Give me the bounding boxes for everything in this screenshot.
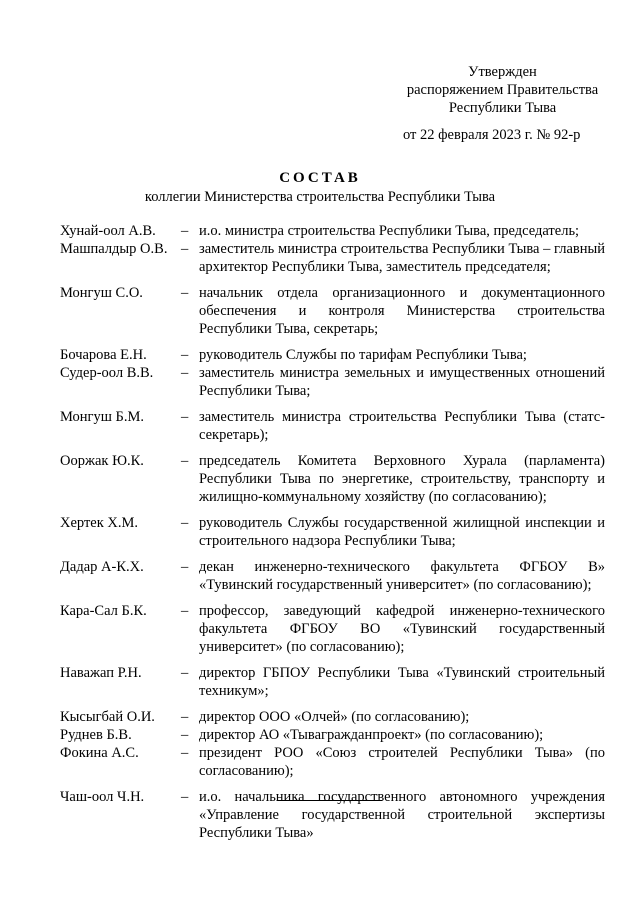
- approval-block: [400, 63, 605, 117]
- member-row: [60, 514, 605, 550]
- member-row: [60, 364, 605, 400]
- member-role: и.о. министра строительства Республики Тыва, председатель;: [199, 223, 580, 239]
- member-role: заместитель министра строительства Республики Тыва – главный архитектор Республики Тыва, заместитель председателя;: [199, 241, 605, 275]
- member-name: Монгуш Б.М.: [60, 409, 144, 425]
- member-name: Кара-Сал Б.К.: [60, 603, 147, 619]
- member-row: [60, 452, 605, 506]
- member-name: Бочарова Е.Н.: [60, 347, 147, 363]
- member-row: [60, 284, 605, 338]
- document-title: СОСТАВ: [279, 170, 361, 186]
- member-role: председатель Комитета Верховного Хурала (парламента) Республики Тыва по энергетике, строительству, транспорту и жилищно-коммунальному хозяйству (по согласованию);: [199, 453, 605, 505]
- member-role: руководитель Службы государственной жилищной инспекции и строительного надзора Республики Тыва;: [199, 515, 605, 549]
- member-name: Руднев Б.В.: [60, 727, 132, 743]
- member-role: заместитель министра строительства Республики Тыва (статс-секретарь);: [199, 409, 605, 443]
- member-row: [60, 558, 605, 594]
- member-dash: –: [181, 789, 189, 805]
- member-role: профессор, заведующий кафедрой инженерно-технического факультета ФГБОУ ВО «Тувинский государственный университет» (по согласованию);: [199, 603, 605, 655]
- member-role: начальник отдела организационного и документационного обеспечения и контроля Министерства строительства Республики Тыва, секретарь;: [199, 285, 605, 337]
- document-subtitle: коллегии Министерства строительства Республики Тыва: [144, 189, 496, 205]
- member-dash: –: [181, 559, 189, 575]
- member-dash: –: [181, 223, 189, 239]
- member-role: руководитель Службы по тарифам Республики Тыва;: [199, 347, 527, 363]
- members-list: [60, 222, 605, 842]
- member-row: [60, 240, 605, 276]
- member-dash: –: [181, 709, 189, 725]
- member-dash: –: [181, 745, 189, 761]
- member-dash: –: [181, 241, 189, 257]
- member-row: [60, 602, 605, 656]
- member-row: [60, 726, 605, 744]
- member-dash: –: [181, 347, 189, 363]
- member-name: Судер-оол В.В.: [60, 365, 154, 381]
- approval-line-approved: Утвержден: [468, 64, 537, 80]
- member-name: Хунай-оол А.В.: [60, 223, 156, 239]
- member-row: [60, 664, 605, 700]
- member-name: Чаш-оол Ч.Н.: [60, 789, 145, 805]
- member-role: декан инженерно-технического факультета ФГБОУ В» «Тувинский государственный университет» (по согласованию);: [199, 559, 605, 593]
- member-name: Фокина А.С.: [60, 745, 139, 761]
- member-role: президент РОО «Союз строителей Республики Тыва» (по согласованию);: [199, 745, 605, 779]
- member-role: и.о. начальника государственного автономного учреждения «Управление государственной строительной экспертизы Республики Тыва»: [199, 789, 605, 841]
- member-name: Дадар А-К.Х.: [60, 559, 144, 575]
- member-dash: –: [181, 409, 189, 425]
- member-dash: –: [181, 727, 189, 743]
- member-name: Машпалдыр О.В.: [60, 241, 168, 257]
- member-row: [60, 708, 605, 726]
- member-name: Монгуш С.О.: [60, 285, 143, 301]
- member-dash: –: [181, 453, 189, 469]
- member-dash: –: [181, 665, 189, 681]
- member-row: [60, 222, 605, 240]
- member-name: Ооржак Ю.К.: [60, 453, 144, 469]
- member-row: [60, 346, 605, 364]
- approval-line-republic: Республики Тыва: [448, 100, 557, 116]
- footer-divider: [278, 800, 382, 801]
- approval-line-order: распоряжением Правительства: [406, 82, 599, 98]
- member-row: [60, 788, 605, 842]
- member-row: [60, 408, 605, 444]
- member-dash: –: [181, 515, 189, 531]
- member-name: Хертек Х.М.: [60, 515, 139, 531]
- member-role: директор ГБПОУ Республики Тыва «Тувинский строительный техникум»;: [199, 665, 605, 699]
- member-name: Кысыгбай О.И.: [60, 709, 155, 725]
- member-name: Наважап Р.Н.: [60, 665, 142, 681]
- approval-date: от 22 февраля 2023 г. № 92-р: [403, 127, 581, 143]
- member-dash: –: [181, 603, 189, 619]
- member-row: [60, 744, 605, 780]
- member-role: директор АО «Тывагражданпроект» (по согласованию);: [199, 727, 544, 743]
- member-dash: –: [181, 365, 189, 381]
- member-role: директор ООО «Олчей» (по согласованию);: [199, 709, 470, 725]
- member-dash: –: [181, 285, 189, 301]
- member-role: заместитель министра земельных и имущественных отношений Республики Тыва;: [199, 365, 605, 399]
